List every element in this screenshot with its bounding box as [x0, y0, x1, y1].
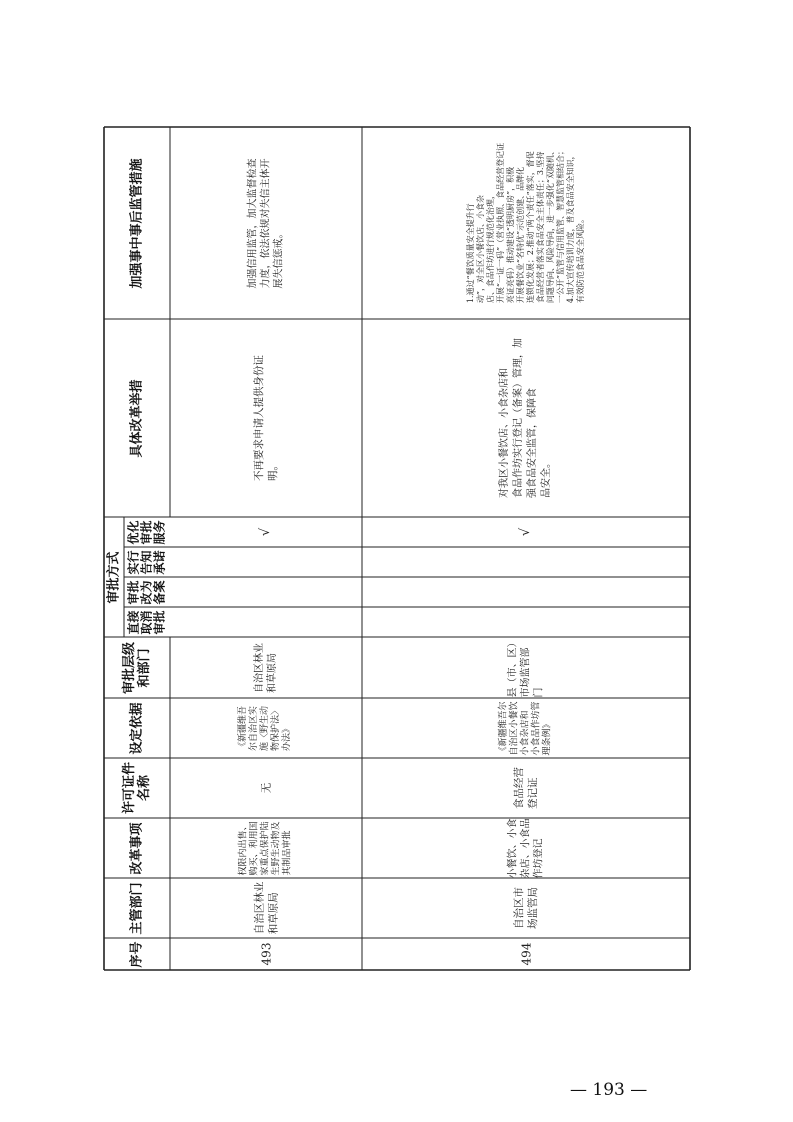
- row-493-item: 权限内出售、 购买、利用国 家重点保护陆 生野生动物及 其制品审批: [238, 820, 293, 876]
- row-493-dept: 自治区林业 和草原局: [253, 881, 279, 935]
- header-supervision: 加强事中事后监管措施: [129, 157, 145, 289]
- row-494-supervision: 1.通过“餐饮质量安全提升行 动”，对全区小餐饮店、小食杂 店、食品作坊进行规范化治理， 开展“一证一码”（营业执照、食品经营登记证 亮证亮码）推动建设“透明厨房”，积极 开展餐饮业“名特优”示范创建、品牌化 连锁化发展；2.推动“两个责任”落实，督促 食品经营者落实食品安全主体责任；3.坚持 问题导向、风险导向，进一步强化“双随机、 一公开”监管与信用监管、智慧监管相结合； 4.加大宣传培训力度，普及食品安全知识， 有效防范食品安全风险。: [466, 142, 585, 304]
- header-method-optimize: 优化 审批 服务: [126, 519, 167, 545]
- row-493-basis: 《新疆维吾 尔自治区实 施〈野生动 物保护法〉 办法》: [238, 705, 293, 751]
- row-493-seq: 493: [259, 942, 273, 966]
- header-measures: 具体改革举措: [129, 378, 145, 458]
- row-494-record: [362, 577, 690, 607]
- row-494-level: 县（市、区） 市场监管部 门: [507, 637, 545, 698]
- row-493-optimize-check: √: [257, 527, 273, 537]
- header-item: 改革事项: [129, 821, 145, 875]
- row-493-license: 无: [260, 782, 272, 794]
- row-494-seq: 494: [519, 942, 533, 966]
- row-494-dept: 自治区市 场监管局: [513, 887, 539, 929]
- row-494-item: 小餐饮、小食 杂店、小食品 作坊登记: [507, 818, 545, 878]
- header-method-commit: 实行 告知 承诺: [126, 549, 167, 575]
- header-method-record: 审批 改为 备案: [126, 579, 167, 605]
- row-493-supervision: 加强信用监管，加大监督检查 力度，依法依规对失信主体开 展失信惩戒。: [247, 158, 285, 288]
- row-494-commit: [362, 547, 690, 577]
- header-seq: 序号: [129, 940, 145, 968]
- row-494-measures: 对我区小餐饮店、小食杂店和 食品作坊实行登记（备案）管理，加 强食品安全监管，保障食 品安全。: [499, 338, 552, 498]
- row-494-optimize-check: √: [517, 527, 533, 537]
- row-494-license: 食品经营 登记证: [513, 767, 539, 809]
- row-494-basis: 《新疆维吾尔 自治区小餐饮 小食杂店和 小食品作坊管 理条例》: [498, 700, 553, 756]
- header-license: 许可证件 名称: [121, 761, 152, 815]
- row-493-record: [170, 577, 362, 607]
- header-basis: 设定依据: [129, 701, 145, 755]
- page-number: — 193 —: [570, 1080, 648, 1100]
- header-method-cancel: 直接 取消 审批: [126, 609, 167, 635]
- row-493-cancel: [170, 607, 362, 637]
- row-493-measures: 不再要求申请人提供身份证 明。: [253, 355, 279, 481]
- row-494-cancel: [362, 607, 690, 637]
- header-method-group: 审批方式: [106, 550, 122, 604]
- row-493-level: 自治区林业 和草原局: [254, 642, 278, 693]
- header-dept: 主管部门: [129, 881, 145, 935]
- row-493-commit: [170, 547, 362, 577]
- header-level: 审批层级 和部门: [121, 641, 152, 694]
